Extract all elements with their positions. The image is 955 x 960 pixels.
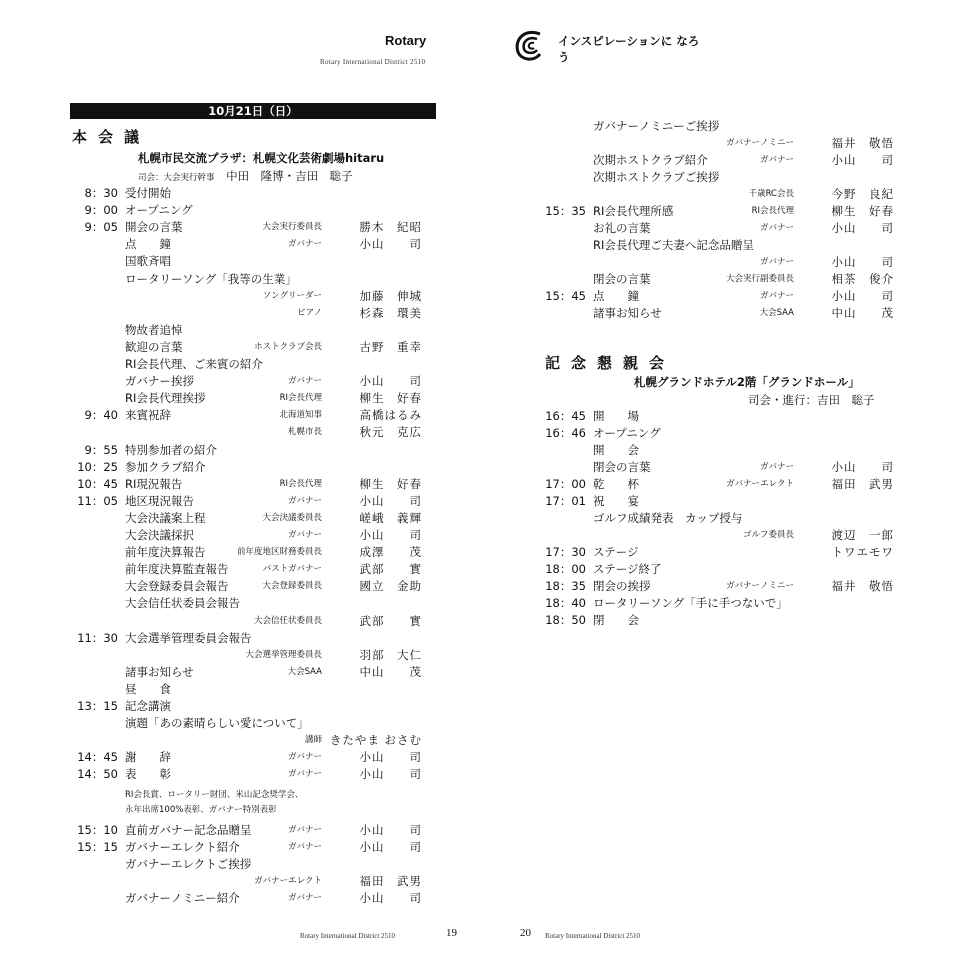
schedule-row xyxy=(538,220,894,237)
schedule-role: ガバナー xyxy=(287,893,322,903)
schedule-row xyxy=(70,715,422,732)
date-bar: 10月21日（日） xyxy=(70,103,436,119)
reception-venue: 札幌グランドホテル2階「グランドホール」 xyxy=(634,375,860,389)
schedule-time: 17：30 xyxy=(545,545,586,559)
schedule-name: 羽部 大仁 xyxy=(359,647,422,662)
schedule-name: 小山 司 xyxy=(831,153,894,167)
schedule-row xyxy=(538,237,894,254)
schedule-item: 点 鐘 xyxy=(125,237,171,252)
schedule-item: 乾 杯 xyxy=(593,477,639,491)
schedule-item: ガバナーエレクト紹介 xyxy=(125,840,240,854)
schedule-item: ロータリーソング「我等の生業」 xyxy=(125,271,297,286)
schedule-row xyxy=(70,595,422,612)
schedule-time: 11：05 xyxy=(77,493,118,508)
schedule-item: 歓迎の言葉 xyxy=(125,339,183,354)
reception-emcee: 司会・進行：吉田 聡子 xyxy=(748,393,875,407)
schedule-row xyxy=(70,822,422,839)
schedule-time: 18：35 xyxy=(545,579,586,593)
schedule-row xyxy=(538,595,894,612)
schedule-name: 中山 茂 xyxy=(831,306,894,320)
schedule-role: ガバナー xyxy=(759,462,794,472)
schedule-item: 大会登録委員会報告 xyxy=(125,579,229,594)
schedule-row xyxy=(70,424,422,441)
schedule-role: ホストクラブ会長 xyxy=(254,341,322,352)
schedule-item: オープニング xyxy=(125,203,193,218)
schedule-item: ガバナー挨拶 xyxy=(125,374,194,389)
schedule-row xyxy=(538,476,894,493)
schedule-role: ガバナー xyxy=(287,752,322,763)
schedule-row xyxy=(538,561,894,578)
schedule-row xyxy=(538,203,894,220)
schedule-item: 特別参加者の紹介 xyxy=(125,442,217,457)
schedule-row xyxy=(70,305,422,322)
schedule-name: 中山 茂 xyxy=(359,664,422,679)
schedule-name: 小山 司 xyxy=(359,528,422,542)
schedule-item: ステージ xyxy=(593,545,639,559)
schedule-role: RI会長代理 xyxy=(279,393,322,404)
schedule-row xyxy=(70,578,422,595)
schedule-item: ガバナーエレクトご挨拶 xyxy=(125,857,252,871)
schedule-role: 大会選挙管理委員長 xyxy=(245,649,322,660)
schedule-item: 表 彰 xyxy=(125,767,171,782)
schedule-name: 小山 司 xyxy=(359,767,422,782)
schedule-name: 秋元 克広 xyxy=(359,425,422,440)
schedule-name: 柳生 好春 xyxy=(831,204,894,218)
schedule-time: 15：15 xyxy=(77,840,118,854)
schedule-row xyxy=(70,202,422,219)
schedule-role: ガバナー xyxy=(287,842,322,852)
schedule-row xyxy=(70,856,422,873)
schedule-item: 参加クラブ紹介 xyxy=(125,459,206,474)
schedule-role: RI会長代理 xyxy=(751,206,794,216)
schedule-time: 10：25 xyxy=(77,459,118,474)
schedule-row xyxy=(70,749,422,766)
schedule-row xyxy=(538,527,894,544)
schedule-row xyxy=(538,578,894,595)
schedule-name: 小山 司 xyxy=(359,493,422,508)
schedule-item: 点 鐘 xyxy=(593,289,639,303)
awards-note-line: 永年出席100%表彰、ガバナー特別表彰 xyxy=(125,805,277,815)
schedule-row xyxy=(538,493,894,510)
schedule-item: RI現況報告 xyxy=(125,476,183,491)
schedule-item: 諸事お知らせ xyxy=(125,664,194,679)
schedule-name: 福田 武男 xyxy=(359,874,422,888)
schedule-name: 加藤 伸城 xyxy=(359,288,422,303)
schedule-time: 14：50 xyxy=(77,767,118,782)
schedule-item: 前年度決算報告 xyxy=(125,545,206,560)
schedule-item: 開 会 xyxy=(593,443,639,457)
schedule-item: 受付開始 xyxy=(125,186,171,200)
schedule-row xyxy=(70,493,422,510)
page-number-right: 20 xyxy=(520,927,531,939)
schedule-row xyxy=(70,544,422,561)
schedule-name: 小山 司 xyxy=(359,840,422,854)
schedule-row xyxy=(70,510,422,527)
schedule-time: 9：40 xyxy=(84,408,118,423)
schedule-row xyxy=(538,118,894,135)
main-meeting-title: 本会議 xyxy=(72,128,151,146)
schedule-name: きたやま おさむ xyxy=(329,733,422,748)
schedule-role: ガバナー xyxy=(759,155,794,165)
schedule-row xyxy=(538,288,894,305)
schedule-time: 16：46 xyxy=(545,426,586,440)
schedule-name: トワエモワ xyxy=(831,545,894,559)
schedule-item: 閉会の言葉 xyxy=(593,272,651,286)
schedule-item: 地区現況報告 xyxy=(125,493,194,508)
schedule-time: 15：45 xyxy=(545,289,586,303)
schedule-row xyxy=(70,185,422,202)
schedule-row xyxy=(538,169,894,186)
schedule-row xyxy=(70,253,422,270)
schedule-name: 柳生 好春 xyxy=(359,476,422,491)
schedule-role: 札幌市長 xyxy=(287,427,322,438)
schedule-role: ガバナーエレクト xyxy=(726,479,794,489)
schedule-time: 15：35 xyxy=(545,204,586,218)
schedule-row xyxy=(70,698,422,715)
schedule-item: 大会選挙管理委員会報告 xyxy=(125,630,252,645)
schedule-item: 国歌斉唱 xyxy=(125,254,171,269)
schedule-item: 次期ホストクラブご挨拶 xyxy=(593,170,720,184)
schedule-row xyxy=(70,459,422,476)
schedule-item: 祝 宴 xyxy=(593,494,639,508)
schedule-role: ガバナー xyxy=(759,223,794,233)
schedule-name: 嵯峨 義輝 xyxy=(359,510,422,525)
schedule-name: 福井 敬悟 xyxy=(831,579,894,593)
rotary-brand: Rotary xyxy=(385,33,427,48)
schedule-item: RI会長代理所感 xyxy=(593,204,674,218)
schedule-row xyxy=(538,135,894,152)
schedule-role: 大会信任状委員長 xyxy=(253,615,322,626)
schedule-role: パストガバナー xyxy=(262,564,322,575)
schedule-row xyxy=(70,561,422,578)
schedule-row xyxy=(538,271,894,288)
schedule-time: 8：30 xyxy=(84,186,118,200)
schedule-row xyxy=(538,408,894,425)
schedule-role: 大会SAA xyxy=(287,666,322,677)
schedule-role: ソングリーダー xyxy=(262,290,322,301)
schedule-name: 成澤 茂 xyxy=(359,545,422,560)
schedule-name: 勝木 紀昭 xyxy=(359,220,422,235)
schedule-role: ガバナーノミニー xyxy=(726,581,794,591)
schedule-time: 18：00 xyxy=(545,562,586,576)
schedule-row xyxy=(538,612,894,629)
awards-note xyxy=(125,788,303,818)
schedule-item: ステージ終了 xyxy=(593,562,662,576)
schedule-row xyxy=(70,390,422,407)
schedule-role: 大会実行副委員長 xyxy=(725,274,794,284)
schedule-item: ゴルフ成績発表 カップ授与 xyxy=(593,511,743,525)
schedule-name: 小山 司 xyxy=(831,289,894,303)
schedule-time: 18：40 xyxy=(545,596,586,610)
schedule-role: ピアノ xyxy=(297,307,322,318)
schedule-item: ガバナーノミニーご挨拶 xyxy=(593,119,720,133)
schedule-item: 開 場 xyxy=(593,409,639,423)
schedule-role: ガバナー xyxy=(759,291,794,301)
schedule-item: 大会決議採択 xyxy=(125,528,194,542)
district-subtitle: Rotary International District 2510 xyxy=(320,58,426,66)
schedule-role: 前年度地区財務委員長 xyxy=(236,547,322,558)
schedule-item: 大会決議案上程 xyxy=(125,510,206,525)
schedule-time: 17：01 xyxy=(545,494,586,508)
schedule-time: 9：55 xyxy=(84,442,118,457)
schedule-time: 15：10 xyxy=(77,823,118,837)
schedule-row xyxy=(538,152,894,169)
schedule-time: 10：45 xyxy=(77,476,118,491)
schedule-role: ガバナーエレクト xyxy=(254,876,322,886)
main-meeting-emcee xyxy=(138,168,353,184)
schedule-name: 柳生 好春 xyxy=(359,391,422,406)
schedule-time: 9：05 xyxy=(84,220,118,235)
schedule-name: 相茶 俊介 xyxy=(831,272,894,286)
emcee-names: 中田 隆博・吉田 聡子 xyxy=(226,169,353,183)
schedule-item: オープニング xyxy=(593,426,661,440)
schedule-row xyxy=(70,236,422,253)
schedule-row xyxy=(70,271,422,288)
schedule-row xyxy=(538,425,894,442)
schedule-row xyxy=(70,219,422,236)
schedule-name: 武部 實 xyxy=(359,613,422,628)
schedule-role: 北海道知事 xyxy=(279,410,322,421)
schedule-item: RI会長代理挨拶 xyxy=(125,391,206,406)
theme-logo-icon xyxy=(510,26,550,66)
schedule-item: 次期ホストクラブ紹介 xyxy=(593,153,708,167)
schedule-row xyxy=(70,339,422,356)
schedule-name: 小山 司 xyxy=(359,750,422,765)
schedule-role: ガバナー xyxy=(287,825,322,835)
schedule-name: 渡辺 一郎 xyxy=(831,528,894,542)
theme-slogan: インスピレーションに なろう xyxy=(558,34,700,64)
schedule-name: 福田 武男 xyxy=(831,477,894,491)
schedule-time: 17：00 xyxy=(545,477,586,491)
schedule-row xyxy=(538,510,894,527)
schedule-row xyxy=(70,527,422,544)
schedule-time: 13：15 xyxy=(77,699,118,713)
schedule-row xyxy=(70,664,422,681)
schedule-item: RI会長代理、ご来賓の紹介 xyxy=(125,357,263,371)
schedule-row xyxy=(70,373,422,390)
schedule-item: 演題「あの素晴らしい愛について」 xyxy=(125,716,309,731)
emcee-role: 司会：大会実行幹事 xyxy=(138,173,215,183)
schedule-row xyxy=(70,613,422,630)
page-number-left: 19 xyxy=(446,927,457,939)
schedule-item: 閉会の言葉 xyxy=(593,460,651,474)
schedule-name: 小山 司 xyxy=(359,374,422,389)
schedule-name: 福井 敬悟 xyxy=(831,136,894,150)
schedule-name: 武部 實 xyxy=(359,562,422,577)
schedule-role: ガバナー xyxy=(287,376,322,387)
schedule-row xyxy=(70,630,422,647)
schedule-name: 小山 司 xyxy=(359,891,422,905)
footer-district-right: Rotary International District 2510 xyxy=(545,932,641,940)
schedule-role: ガバナー xyxy=(759,257,794,267)
schedule-name: 高橋はるみ xyxy=(359,408,422,423)
schedule-role: ガバナーノミニー xyxy=(726,138,794,148)
schedule-time: 14：45 xyxy=(77,750,118,765)
schedule-item: 昼 食 xyxy=(125,681,171,696)
schedule-row xyxy=(538,459,894,476)
schedule-row xyxy=(70,732,422,749)
schedule-row xyxy=(70,322,422,339)
schedule-name: 小山 司 xyxy=(831,221,894,235)
schedule-role: 講師 xyxy=(304,735,322,746)
schedule-item: 来賓祝辞 xyxy=(125,408,171,423)
schedule-row xyxy=(70,407,422,424)
schedule-name: 杉森 環美 xyxy=(359,305,422,320)
schedule-role: 大会SAA xyxy=(759,308,794,318)
schedule-role: ガバナー xyxy=(287,769,322,780)
schedule-time: 16：45 xyxy=(545,409,586,423)
schedule-item: 閉会の挨拶 xyxy=(593,579,651,593)
schedule-item: お礼の言葉 xyxy=(593,221,651,235)
schedule-item: 記念講演 xyxy=(125,699,171,713)
main-meeting-venue: 札幌市民交流プラザ：札幌文化芸術劇場hitaru xyxy=(138,151,385,165)
schedule-role: 大会実行委員長 xyxy=(262,222,322,233)
schedule-role: 千歳RC会長 xyxy=(748,189,794,199)
schedule-item: 大会信任状委員会報告 xyxy=(125,596,240,611)
schedule-name: 古野 重幸 xyxy=(359,339,422,354)
schedule-item: ロータリーソング「手に手つないで」 xyxy=(593,596,788,610)
awards-note-line: RI会長賞、ロータリー財団、米山記念奨学会、 xyxy=(125,790,304,800)
schedule-item: 閉 会 xyxy=(593,613,639,627)
schedule-item: RI会長代理ご夫妻へ記念品贈呈 xyxy=(593,238,754,252)
schedule-row xyxy=(70,476,422,493)
schedule-role: 大会決議委員長 xyxy=(262,512,322,523)
schedule-item: 直前ガバナー記念品贈呈 xyxy=(125,823,252,837)
schedule-row xyxy=(538,305,894,322)
schedule-item: 前年度決算監査報告 xyxy=(125,562,229,577)
schedule-role: ガバナー xyxy=(287,239,322,250)
schedule-row xyxy=(538,254,894,271)
schedule-name: 國立 金助 xyxy=(359,579,422,594)
schedule-item: 物故者追悼 xyxy=(125,322,183,337)
schedule-item: 開会の言葉 xyxy=(125,220,183,235)
schedule-row xyxy=(70,766,422,783)
footer-district-left: Rotary International District 2510 xyxy=(300,932,396,940)
schedule-role: ゴルフ委員長 xyxy=(742,530,794,540)
schedule-role: ガバナー xyxy=(287,495,322,506)
schedule-row xyxy=(70,647,422,664)
schedule-row xyxy=(538,544,894,561)
schedule-name: 今野 良紀 xyxy=(831,187,894,201)
schedule-row xyxy=(70,873,422,890)
schedule-role: ガバナー xyxy=(287,530,322,540)
schedule-row xyxy=(70,356,422,373)
schedule-row xyxy=(70,442,422,459)
schedule-time: 18：50 xyxy=(545,613,586,627)
schedule-name: 小山 司 xyxy=(359,237,422,252)
schedule-item: ガバナーノミニー紹介 xyxy=(125,891,240,905)
schedule-row xyxy=(538,442,894,459)
schedule-row xyxy=(538,186,894,203)
schedule-item: 諸事お知らせ xyxy=(593,306,662,320)
schedule-time: 11：30 xyxy=(77,630,118,645)
schedule-row xyxy=(70,890,422,907)
schedule-row xyxy=(70,681,422,698)
schedule-name: 小山 司 xyxy=(831,255,894,269)
schedule-role: RI会長代理 xyxy=(279,478,322,489)
schedule-name: 小山 司 xyxy=(831,460,894,474)
schedule-item: 謝 辞 xyxy=(125,750,171,765)
schedule-row xyxy=(70,839,422,856)
schedule-role: 大会登録委員長 xyxy=(262,581,322,592)
schedule-row xyxy=(70,288,422,305)
schedule-name: 小山 司 xyxy=(359,823,422,837)
reception-title: 記念懇親会 xyxy=(545,354,676,372)
schedule-time: 9：00 xyxy=(84,203,118,218)
